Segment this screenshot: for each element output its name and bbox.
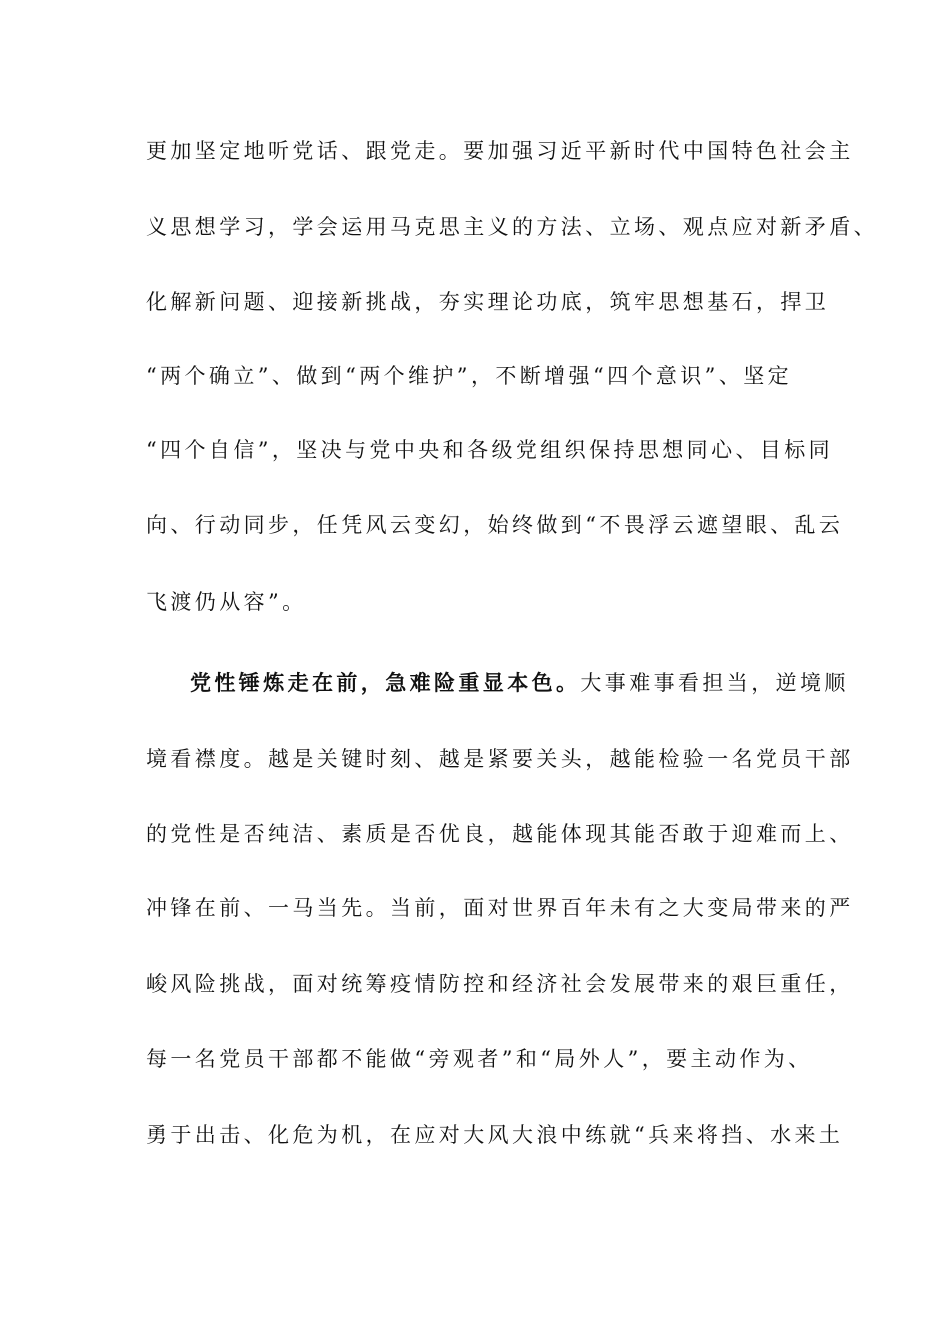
paragraph-line: 勇于出击、化危为机，在应对大风大浪中练就“兵来将挡、水来土 — [146, 1123, 844, 1147]
paragraph-line: 义思想学习，学会运用马克思主义的方法、立场、观点应对新矛盾、 — [146, 215, 878, 239]
paragraph-text: 大事难事看担当，逆境顺 — [580, 671, 849, 695]
paragraph-line: 每一名党员干部都不能做“旁观者”和“局外人”，要主动作为、 — [146, 1047, 813, 1071]
paragraph-line: 化解新问题、迎接新挑战，夯实理论功底，筑牢思想基石，捍卫 — [146, 290, 830, 314]
paragraph-line: 更加坚定地听党话、跟党走。要加强习近平新时代中国特色社会主 — [146, 139, 854, 163]
paragraph-line: 峻风险挑战，面对统筹疫情防控和经济社会发展带来的艰巨重任， — [146, 972, 854, 996]
paragraph-line: 冲锋在前、一马当先。当前，面对世界百年未有之大变局带来的严 — [146, 896, 854, 920]
paragraph-heading: 党性锤炼走在前，急难险重显本色。 — [190, 670, 581, 695]
paragraph-first-line — [190, 669, 849, 697]
paragraph-line: 的党性是否纯洁、素质是否优良，越能体现其能否敢于迎难而上、 — [146, 822, 854, 846]
paragraph-line: “两个确立”、做到“两个维护”，不断增强“四个意识”、坚定 — [146, 364, 793, 388]
paragraph-line: 境看襟度。越是关键时刻、越是紧要关头，越能检验一名党员干部 — [146, 747, 854, 771]
paragraph-line: “四个自信”，坚决与党中央和各级党组织保持思想同心、目标同 — [146, 438, 834, 462]
paragraph-line: 飞渡仍从容”。 — [146, 590, 307, 614]
paragraph-line: 向、行动同步，任凭风云变幻，始终做到“不畏浮云遮望眼、乱云 — [146, 513, 844, 537]
